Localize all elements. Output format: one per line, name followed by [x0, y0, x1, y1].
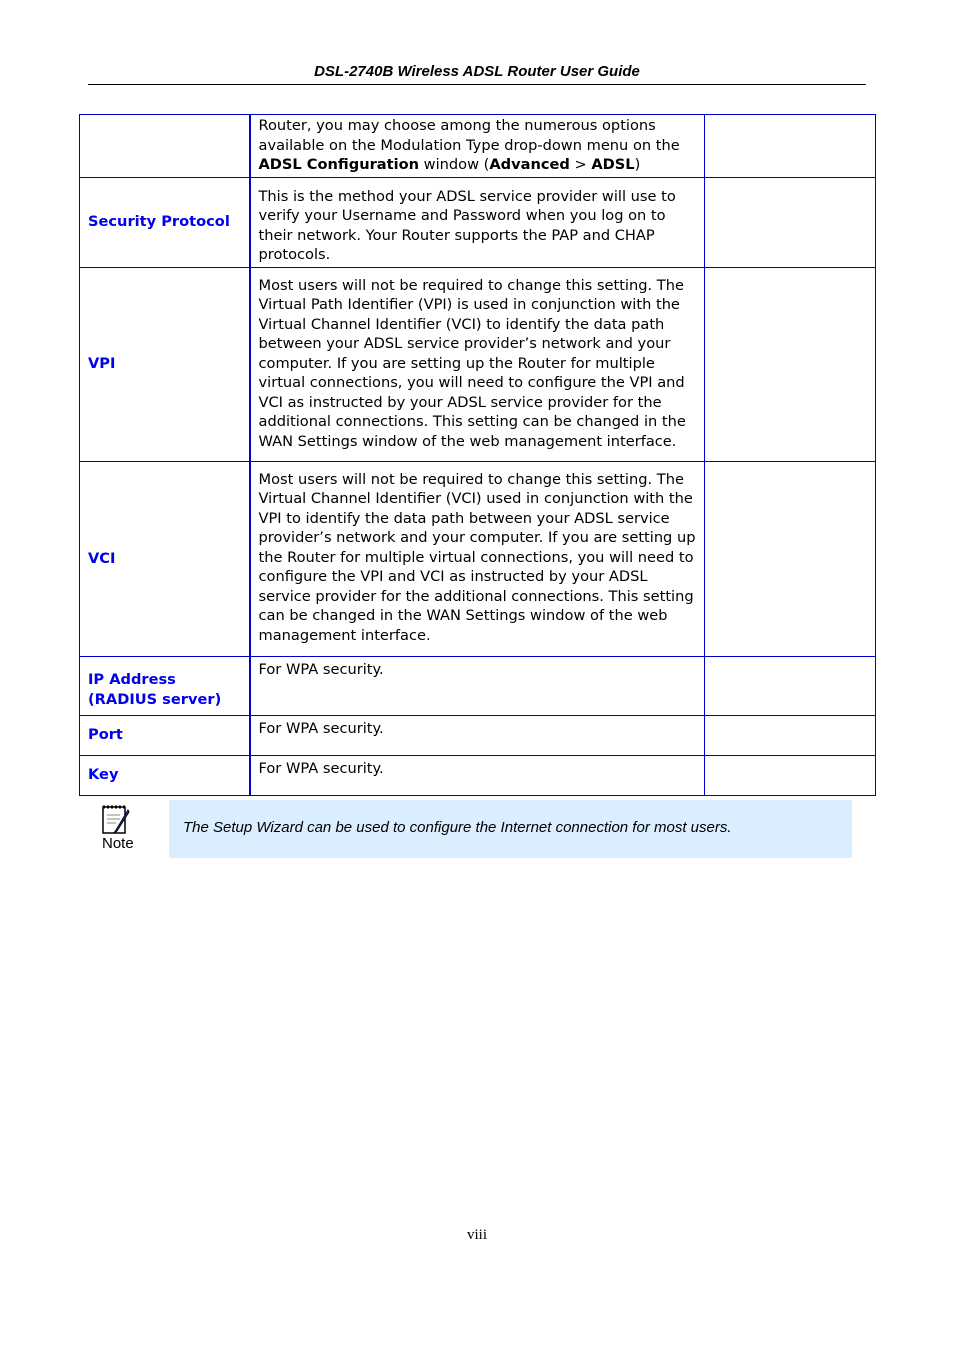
table-row: [80, 267, 876, 461]
table-row: [80, 115, 876, 178]
param-name-line: IP Address: [88, 671, 176, 688]
param-description: [250, 115, 705, 178]
param-description: Most users will not be required to change this setting. The Virtual Channel Identifier (VCI) used in conjunction with the VPI to identify the data path between your ADSL service provider’s network and your computer. If you are setting up the Router for multiple virtual connections, you will need to configure the VPI and VCI as instructed by your ADSL service provider for the additional connections. This setting can be changed in the WAN Settings window of the web management interface.: [250, 461, 705, 656]
empty-cell: [705, 267, 876, 461]
desc-text: Router, you may choose among the numerous options available on the Modulation Type drop-down menu on the: [258, 117, 680, 154]
param-name-key: Key: [80, 755, 250, 795]
param-name-security-protocol: Security Protocol: [80, 177, 250, 267]
empty-cell: [705, 115, 876, 178]
desc-bold-text: ADSL Configuration: [258, 156, 420, 173]
param-name-line: (RADIUS server): [88, 690, 222, 708]
param-name-cell: [80, 115, 250, 178]
parameter-table: [79, 114, 876, 796]
param-description: Most users will not be required to change this setting. The Virtual Path Identifier (VPI) is used in conjunction with the Virtual Channel Identifier (VCI) to identify the data path between your ADSL service provider’s network and your computer. If you are setting up the Router for multiple virtual connections, you will need to configure the VPI and VCI as instructed by your ADSL service provider for the additional connections. This setting can be changed in the WAN Settings window of the web management interface.: [250, 267, 705, 461]
page-header-title: DSL-2740B Wireless ADSL Router User Guide: [314, 63, 640, 80]
desc-bold-text: Advanced: [489, 156, 570, 173]
desc-text: window (: [419, 156, 490, 173]
param-description: This is the method your ADSL service provider will use to verify your Username and Password when you log on to their network. Your Router supports the PAP and CHAP protocols.: [250, 177, 705, 267]
empty-cell: [705, 656, 876, 715]
empty-cell: [705, 177, 876, 267]
table-row: [80, 715, 876, 755]
empty-cell: [705, 755, 876, 795]
param-description: For WPA security.: [250, 715, 705, 755]
desc-bold-text: ADSL: [591, 156, 635, 173]
param-name-port: Port: [80, 715, 250, 755]
desc-text: >: [569, 156, 592, 173]
note-callout: [169, 800, 852, 858]
note-text: The Setup Wizard can be used to configure the Internet connection for most users.: [183, 819, 732, 836]
param-name-ip-address: [80, 656, 250, 715]
note-pencil-icon: [100, 804, 132, 836]
table-row: [80, 461, 876, 656]
note-label: Note: [102, 835, 134, 852]
table-row: [80, 755, 876, 795]
page-number: viii: [466, 1227, 487, 1243]
desc-text: ): [634, 156, 641, 173]
param-description: For WPA security.: [250, 656, 705, 715]
param-description: For WPA security.: [250, 755, 705, 795]
empty-cell: [705, 461, 876, 656]
table-row: [80, 656, 876, 715]
param-name-vpi: VPI: [80, 267, 250, 461]
empty-cell: [705, 715, 876, 755]
table-row: [80, 177, 876, 267]
param-name-vci: VCI: [80, 461, 250, 656]
header-divider: [88, 84, 866, 85]
